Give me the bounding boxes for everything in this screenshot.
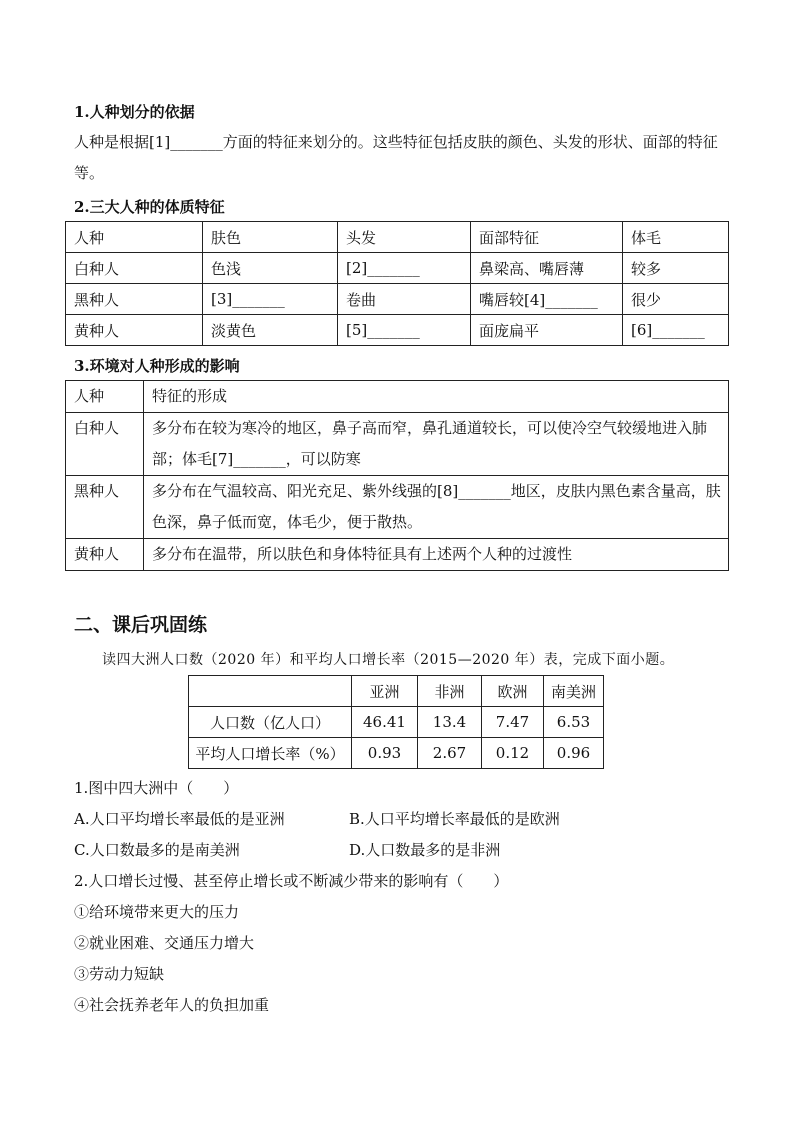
table-header-row — [66, 381, 729, 413]
table-row — [66, 476, 729, 539]
table-row — [66, 315, 729, 346]
table-cell: 0.93 — [352, 738, 418, 769]
table-header-row — [66, 222, 729, 253]
table-cell: 7.47 — [482, 707, 544, 738]
exercise-intro: 读四大洲人口数（2020 年）和平均人口增长率（2015—2020 年）表，完成下面小题。 — [102, 652, 675, 668]
table-cell: 白种人 — [66, 413, 144, 476]
table-cell: 多分布在温带，所以肤色和身体特征具有上述两个人种的过渡性 — [144, 539, 729, 571]
table-row — [66, 284, 729, 315]
table-cell: 较多 — [623, 253, 729, 284]
section2-heading: 2.三大人种的体质特征 — [74, 198, 225, 216]
option-a: A.人口平均增长率最低的是亚洲 — [74, 810, 285, 828]
table-cell: 黑种人 — [66, 476, 144, 539]
header-cell: 体毛 — [623, 222, 729, 253]
race-features-table — [65, 221, 729, 346]
table-row — [66, 253, 729, 284]
table-cell: 鼻梁高、嘴唇薄 — [471, 253, 623, 284]
header-cell: 亚洲 — [352, 676, 418, 707]
section-title: 二、课后巩固练 — [74, 614, 208, 636]
statement-1: ①给环境带来更大的压力 — [74, 903, 240, 921]
question-2-stem: 2.人口增长过慢、甚至停止增长或不断减少带来的影响有（ ） — [74, 872, 509, 890]
table-cell: 6.53 — [544, 707, 604, 738]
table-row — [66, 413, 729, 476]
header-cell: 特征的形成 — [144, 381, 729, 413]
header-cell: 非洲 — [418, 676, 482, 707]
table-cell: 色浅 — [203, 253, 338, 284]
table-cell: 嘴唇较[4]_______ — [471, 284, 623, 315]
question-1-stem: 1.图中四大洲中（ ） — [74, 779, 239, 797]
table-row — [66, 539, 729, 571]
statement-4: ④社会抚养老年人的负担加重 — [74, 996, 270, 1014]
header-cell: 头发 — [338, 222, 471, 253]
header-cell: 人种 — [66, 381, 144, 413]
table-cell: 白种人 — [66, 253, 203, 284]
table-cell: 0.96 — [544, 738, 604, 769]
table-cell: 黄种人 — [66, 315, 203, 346]
table-cell: 2.67 — [418, 738, 482, 769]
section3-heading: 3.环境对人种形成的影响 — [74, 357, 240, 375]
section1-heading: 1.人种划分的依据 — [74, 103, 195, 121]
header-cell: 欧洲 — [482, 676, 544, 707]
table-cell: 0.12 — [482, 738, 544, 769]
statement-2: ②就业困难、交通压力增大 — [74, 934, 255, 952]
population-table — [188, 675, 604, 769]
table-cell: 平均人口增长率（%） — [189, 738, 352, 769]
statement-3: ③劳动力短缺 — [74, 965, 165, 983]
table-cell: [2]_______ — [338, 253, 471, 284]
table-cell: [3]_______ — [203, 284, 338, 315]
header-cell — [189, 676, 352, 707]
header-cell: 面部特征 — [471, 222, 623, 253]
table-cell: 46.41 — [352, 707, 418, 738]
table-cell: [6]_______ — [623, 315, 729, 346]
option-b: B.人口平均增长率最低的是欧洲 — [349, 810, 560, 828]
table-cell: 人口数（亿人口） — [189, 707, 352, 738]
table-cell: 面庞扁平 — [471, 315, 623, 346]
table-cell: 黄种人 — [66, 539, 144, 571]
header-cell: 南美洲 — [544, 676, 604, 707]
table-row — [189, 738, 604, 769]
table-cell: 多分布在较为寒冷的地区，鼻子高而窄，鼻孔通道较长，可以使冷空气较缓地进入肺部；体毛[7]_______，可以防寒 — [144, 413, 729, 476]
table-cell: 很少 — [623, 284, 729, 315]
environment-table — [65, 380, 729, 571]
section1-text: 人种是根据[1]_______方面的特征来划分的。这些特征包括皮肤的颜色、头发的形状、面部的特征等。 — [74, 133, 718, 182]
table-cell: 黑种人 — [66, 284, 203, 315]
table-cell: 淡黄色 — [203, 315, 338, 346]
table-cell: [5]_______ — [338, 315, 471, 346]
table-cell: 13.4 — [418, 707, 482, 738]
table-row — [189, 707, 604, 738]
table-header-row — [189, 676, 604, 707]
table-cell: 卷曲 — [338, 284, 471, 315]
option-c: C.人口数最多的是南美洲 — [74, 841, 240, 859]
header-cell: 人种 — [66, 222, 203, 253]
table-cell: 多分布在气温较高、阳光充足、紫外线强的[8]_______地区，皮肤内黑色素含量高，肤色深，鼻子低而宽，体毛少，便于散热。 — [144, 476, 729, 539]
header-cell: 肤色 — [203, 222, 338, 253]
option-d: D.人口数最多的是非洲 — [349, 841, 501, 859]
